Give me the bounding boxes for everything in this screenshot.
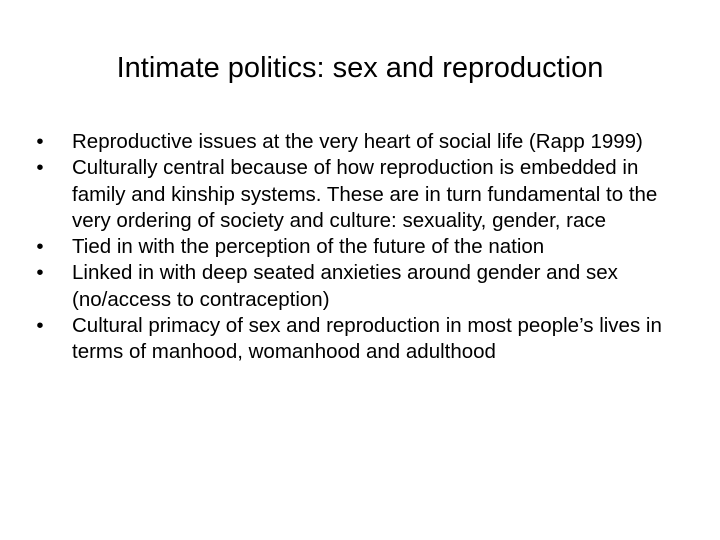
bullet-icon: • — [36, 156, 44, 180]
bullet-icon: • — [36, 235, 44, 259]
bullet-item — [30, 234, 680, 260]
bullet-text: Culturally central because of how reproduction is embedded in family and kinship systems. These are in turn fundamental to the very ordering of society and culture: sexuality, gender, race — [72, 156, 658, 232]
bullet-item — [30, 155, 680, 234]
bullet-text: Reproductive issues at the very heart of social life (Rapp 1999) — [72, 130, 643, 153]
slide-title: Intimate politics: sex and reproduction — [116, 52, 604, 84]
bullet-icon: • — [36, 261, 44, 285]
bullet-text: Linked in with deep seated anxieties around gender and sex (no/access to contraception) — [72, 261, 618, 311]
bullet-list — [30, 129, 680, 366]
bullet-item — [30, 260, 680, 313]
bullet-item — [30, 129, 680, 155]
bullet-icon: • — [36, 314, 44, 338]
bullet-text: Tied in with the perception of the future of the nation — [72, 235, 545, 259]
bullet-item — [30, 313, 680, 366]
bullet-text: Cultural primacy of sex and reproduction in most people’s lives in terms of manhood, womanhood and adulthood — [72, 314, 662, 364]
bullet-icon: • — [36, 130, 44, 153]
